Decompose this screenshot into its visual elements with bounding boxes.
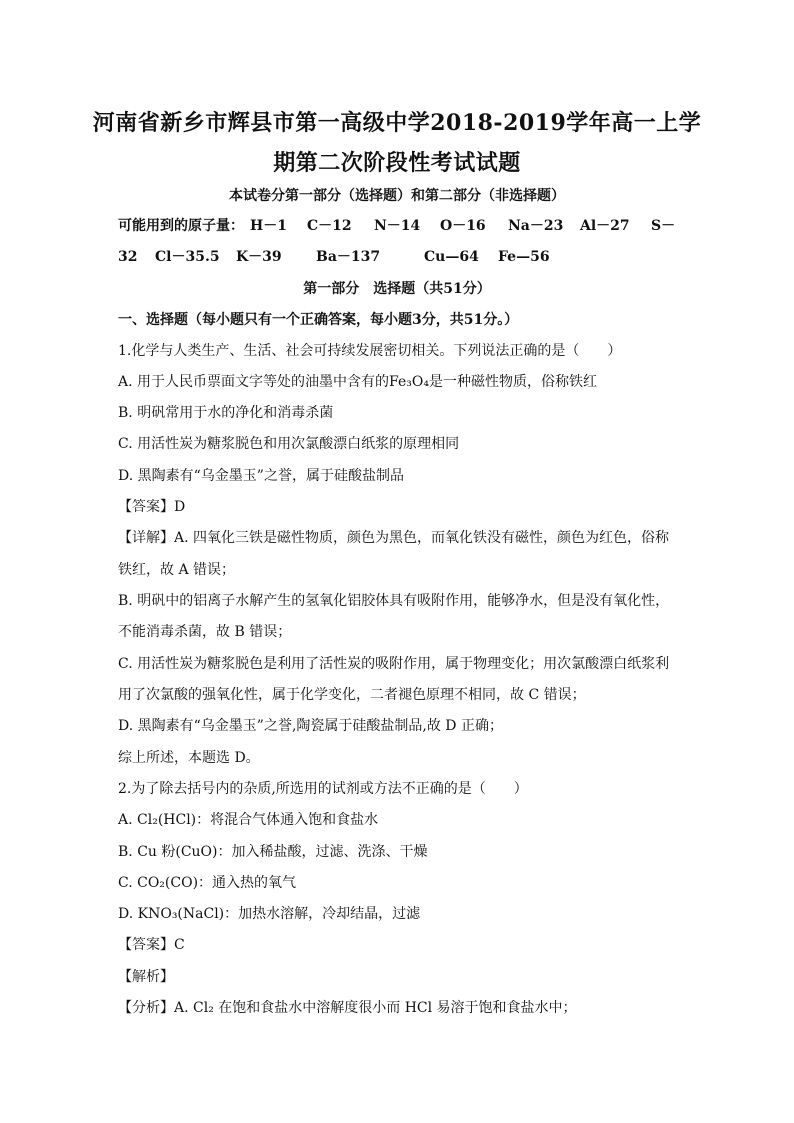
section-1-heading: 一、选择题（每小题只有一个正确答案，每小题3分，共51分。） xyxy=(118,312,519,328)
atomic-mass-cu: Cu—64 xyxy=(424,249,479,265)
q1-answer: 【答案】D xyxy=(118,499,186,515)
atomic-mass-s: S－ xyxy=(651,218,676,234)
atomic-mass-na: Na－23 xyxy=(508,218,564,234)
q2-answer: 【答案】C xyxy=(118,937,185,953)
q1-stem: 1.化学与人类生产、生活、社会可持续发展密切相关。下列说法正确的是（ ） xyxy=(118,343,622,359)
q2-analysis-label: 【解析】 xyxy=(118,969,174,985)
atomic-mass-o: O－16 xyxy=(440,218,486,234)
q1-explain-line: 铁红，故 A 错误； xyxy=(118,562,236,578)
q1-explain-line: C. 用活性炭为糖浆脱色是利用了活性炭的吸附作用，属于物理变化；用次氯酸漂白纸浆利 xyxy=(118,656,670,672)
atomic-mass-cl: Cl－35.5 xyxy=(155,249,220,265)
atomic-mass-ba: Ba－137 xyxy=(316,249,381,265)
q2-option-b: B. Cu 粉(CuO)：加入稀盐酸，过滤、洗涤、干燥 xyxy=(118,844,428,860)
q1-option-a: A. 用于人民币票面文字等处的油墨中含有的Fe₃O₄是一种磁性物质，俗称铁红 xyxy=(118,374,597,390)
q1-explain-line: 【详解】A. 四氧化三铁是磁性物质，颜色为黑色，而氧化铁没有磁性，颜色为红色，俗称 xyxy=(118,530,670,546)
q2-analysis-line: 【分析】A. Cl₂ 在饱和食盐水中溶解度很小而 HCl 易溶于饱和食盐水中； xyxy=(118,1000,577,1016)
atomic-mass-n: N－14 xyxy=(374,218,421,234)
atomic-mass-al: Al－27 xyxy=(580,218,630,234)
q1-explain-line: B. 明矾中的铝离子水解产生的氢氧化铝胶体具有吸附作用，能够净水，但是没有氧化性， xyxy=(118,593,670,609)
atomic-mass-c: C－12 xyxy=(307,218,352,234)
atomic-mass-fe: Fe—56 xyxy=(498,249,550,265)
title-line-1: 河南省新乡市辉县市第一高级中学2018-2019学年高一上学 xyxy=(92,110,702,136)
q2-option-d: D. KNO₃(NaCl)：加热水溶解，冷却结晶，过滤 xyxy=(118,906,421,922)
q1-option-c: C. 用活性炭为糖浆脱色和用次氯酸漂白纸浆的原理相同 xyxy=(118,436,460,452)
atomic-masses-label: 可能用到的原子量： xyxy=(118,218,244,234)
q1-explain-line: D. 黑陶素有“乌金墨玉”之誉,陶瓷属于硅酸盐制品,故 D 正确； xyxy=(118,718,503,734)
q1-option-b: B. 明矾常用于水的净化和消毒杀菌 xyxy=(118,405,334,421)
q1-explain-line: 综上所述，本题选 D。 xyxy=(118,750,260,766)
q2-stem: 2.为了除去括号内的杂质,所选用的试剂或方法不正确的是（ ） xyxy=(118,781,528,797)
atomic-masses-row-1 xyxy=(118,216,244,236)
q1-explain-line: 用了次氯酸的强氧化性，属于化学变化，二者褪色原理不相同，故 C 错误； xyxy=(118,687,586,703)
atomic-mass-h: H－1 xyxy=(250,218,287,234)
q2-option-c: C. CO₂(CO)：通入热的氧气 xyxy=(118,875,297,891)
atomic-mass-s-value: 32 xyxy=(118,249,138,265)
atomic-mass-k: K－39 xyxy=(236,249,282,265)
part-1-heading: 第一部分 选择题（共51分） xyxy=(303,281,491,297)
q1-explain-line: 不能消毒杀菌，故 B 错误； xyxy=(118,624,292,640)
q2-option-a: A. Cl₂(HCl)：将混合气体通入饱和食盐水 xyxy=(118,812,379,828)
q1-option-d: D. 黑陶素有“乌金墨玉”之誉，属于硅酸盐制品 xyxy=(118,468,404,484)
exam-subtitle: 本试卷分第一部分（选择题）和第二部分（非选择题） xyxy=(229,188,565,204)
title-line-2: 期第二次阶段性考试试题 xyxy=(273,150,521,176)
